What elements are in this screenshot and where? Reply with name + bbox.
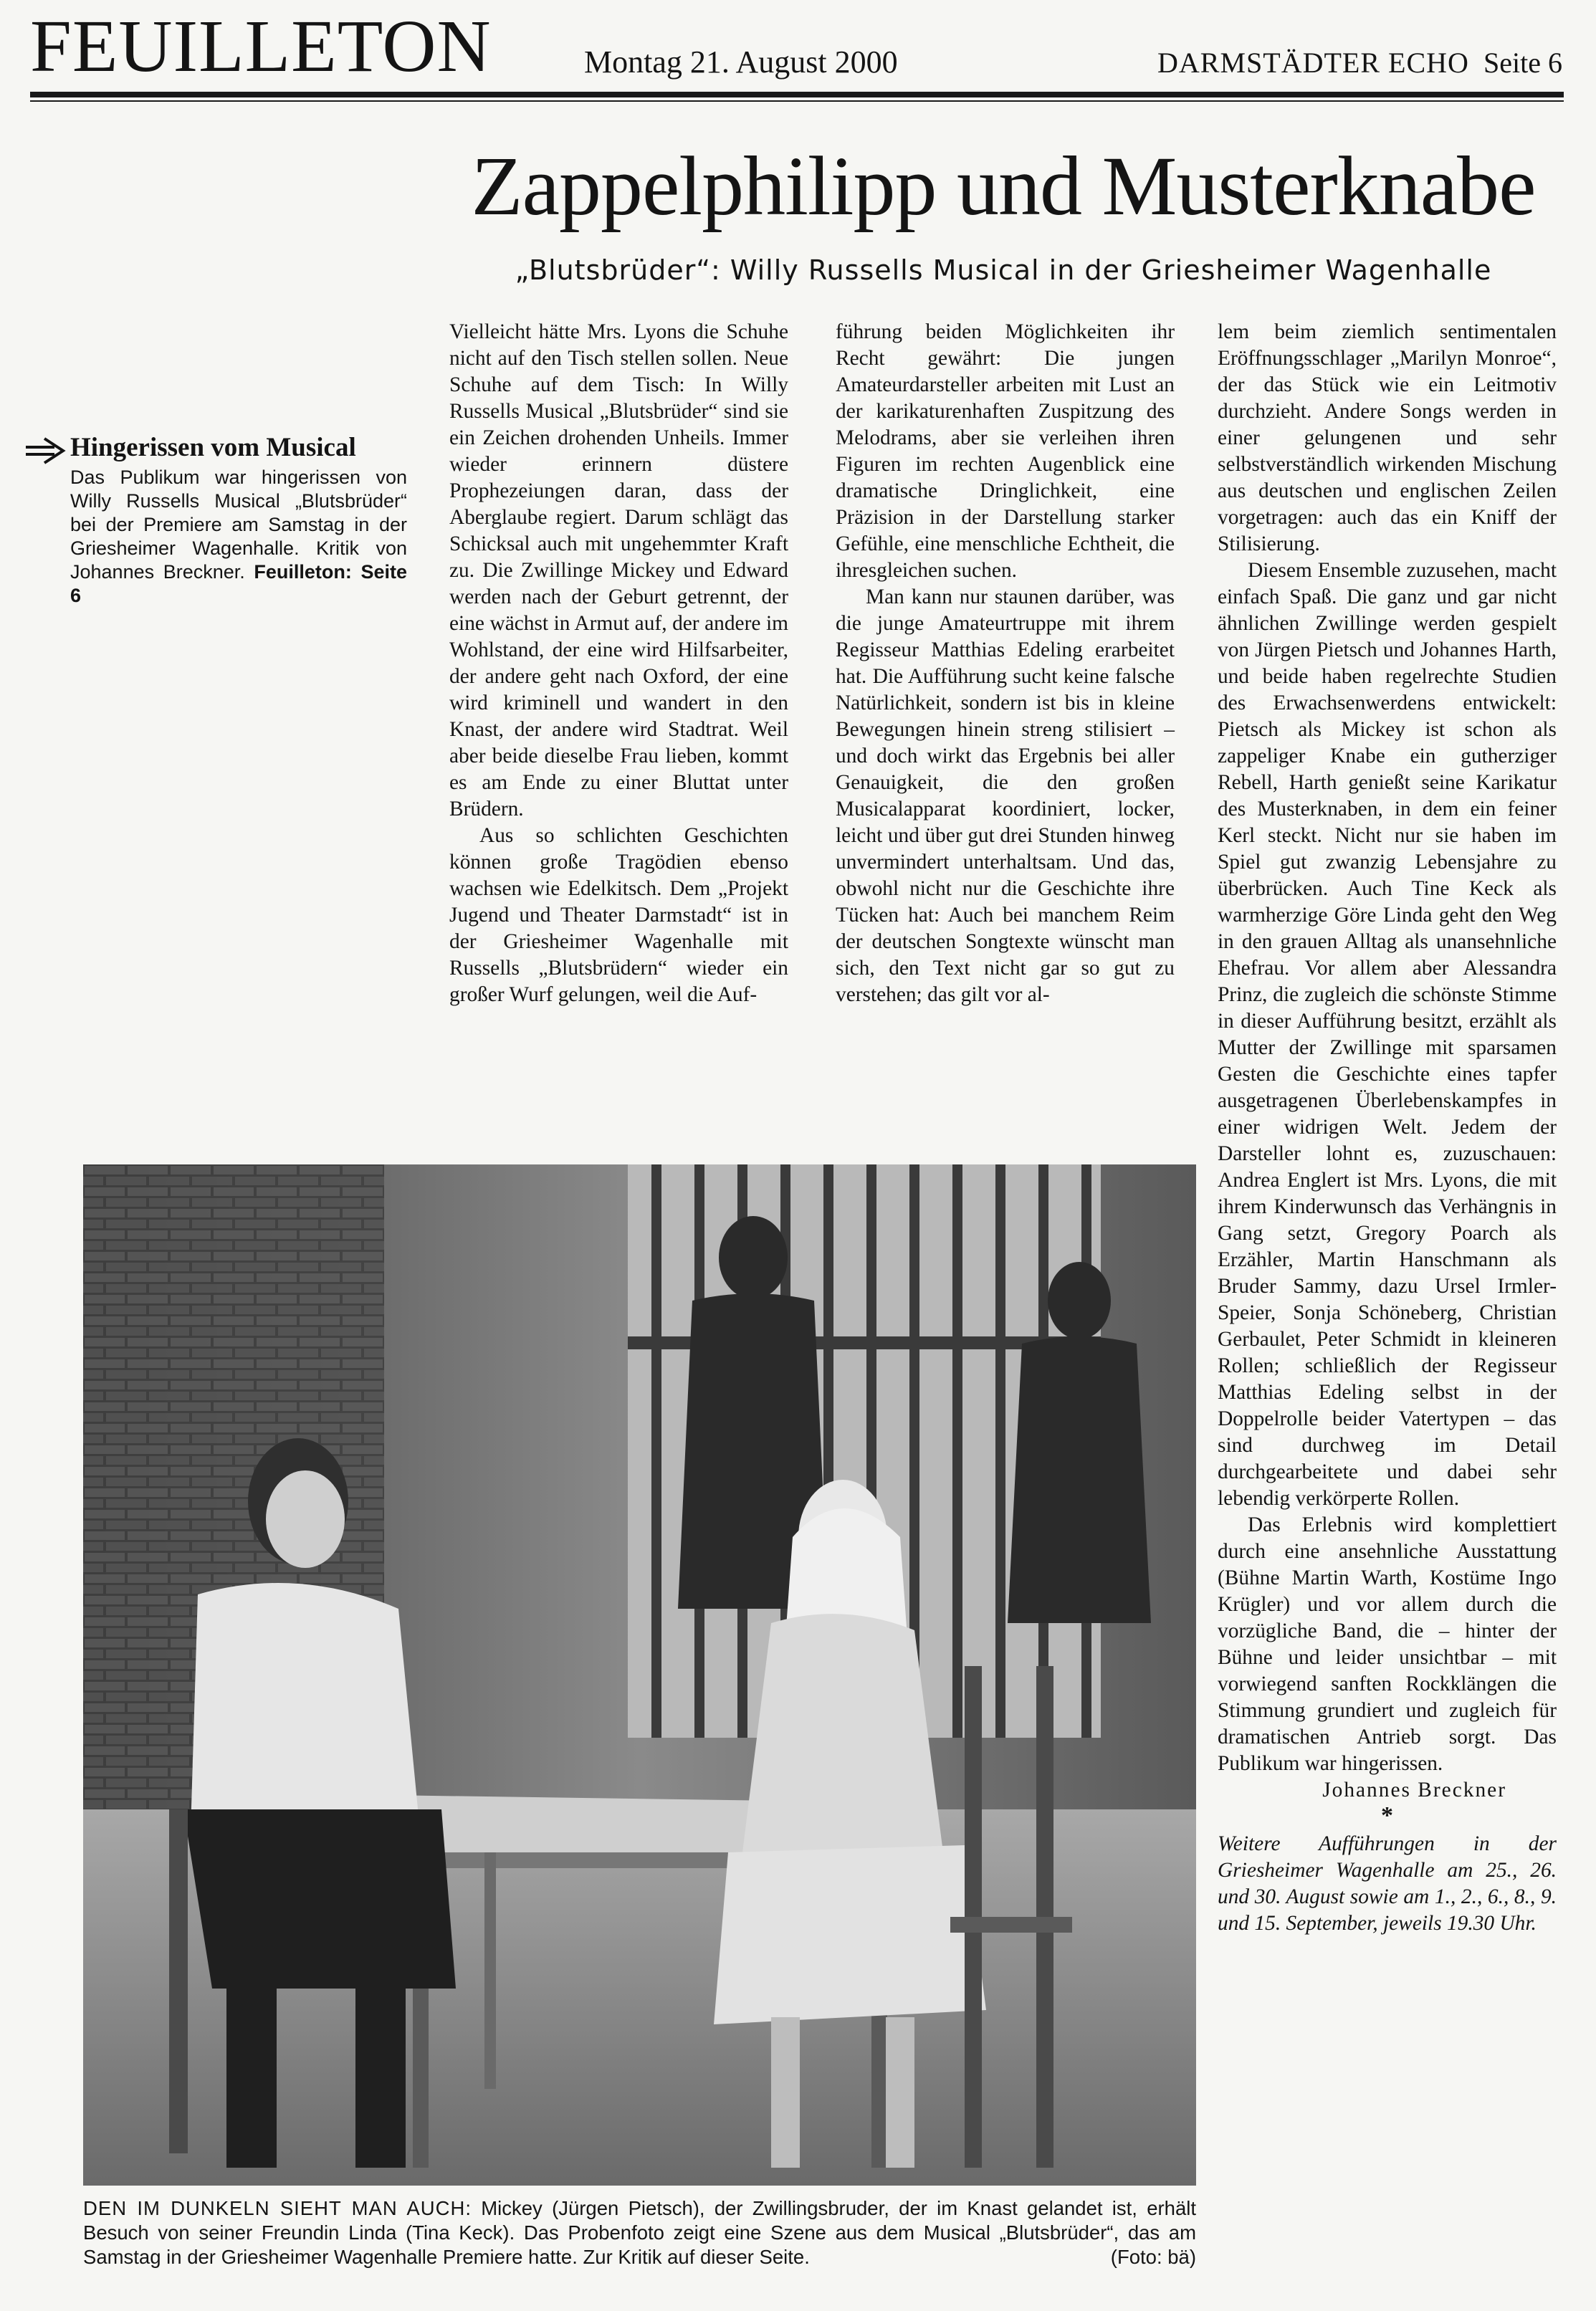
article-column-2	[836, 319, 1175, 1008]
paragraph: Diesem Ensemble zuzusehen, macht einfach Spaß. Die ganz und gar nicht ähnlichen Zwillinge werden gespielt von Jürgen Pietsch und Johannes Harth, und beide haben regelrechte Studien des Erwachsenwerdens entwickelt: Pietsch als Mickey ist schon als zappeliger Knabe ein gutherziger Rebell, Harth genießt seine Karikatur des Musterknaben, in dem ein feiner Kerl steckt. Nicht nur sie haben im Spiel gut zwanzig Lebensjahre zu überbrücken. Auch Tine Keck als warmherzige Göre Linda geht den Weg in den grauen Alltag als unansehnliche Ehefrau. Vor allem aber Alessandra Prinz, die zugleich die schönste Stimme in dieser Aufführung besitzt, erzählt als Mutter der Zwillinge mit sparsamen Gesten die Geschichte eines tapfer ausgetragenen Überlebenskampfes in einer widrigen Welt. Jedem der Darsteller lohnt es, zuzuschauen: Andrea Englert ist Mrs. Lyons, die mit ihrem Kinderwunsch das Verhängnis in Gang setzt, Gregory Poarch als Erzähler, Martin Hanschmann als Bruder Sammy, dazu Ursel Irmler-Speier, Sonja Schöneberg, Christian Gerbaulet, Peter Schmidt in kleineren Rollen; schließlich der Regisseur Matthias Edeling selbst in der Doppelrolle beider Vatertypen – das sind durchweg im Detail durchgearbeitete und dabei sehr lebendig verkörperte Rollen.	[1218, 559, 1557, 1510]
author-signature: Johannes Breckner	[1322, 1779, 1506, 1802]
paragraph: lem beim ziemlich sentimentalen Eröffnungsschlager „Marilyn Monroe“, der das Stück wie ein Leitmotiv durchzieht. Andere Songs werden in einer gelungenen und sehr selbstverständlich wirkenden Mischung aus deutschen und englischen Zeilen vorgetragen: auch das ein Kniff der Stilisierung.	[1218, 320, 1557, 555]
teaser-title: Hingerissen vom Musical	[70, 433, 356, 462]
teaser-box	[30, 431, 410, 608]
stage-photo-image	[83, 1164, 1196, 2186]
performance-dates-text: Weitere Aufführungen in der Griesheimer Wagenhalle am 25., 26. und 30. August sowie am 1., 2., 6., 8., 9. und 15. September, jeweils 19.30 Uhr.	[1218, 1832, 1557, 1935]
masthead-rule	[30, 92, 1564, 97]
photo-credit: (Foto: bä)	[1110, 2246, 1196, 2268]
paragraph: Das Erlebnis wird komplettiert durch eine ansehnliche Ausstattung (Bühne Martin Warth, Kostüme Ingo Krügler) und vor allem durch die vorzügliche Band, die – hinter der Bühne und leider unsichtbar – mit vorwiegend sanften Rockklängen die Stimmung grundiert und zugleich für dramatischen Antrieb sorgt. Das Publikum war hingerissen.	[1218, 1513, 1557, 1775]
article-subheadline: „Blutsbrüder“: Willy Russells Musical in der Griesheimer Wagenhalle	[515, 254, 1492, 286]
teaser-body: Das Publikum war hingerissen von Willy Russells Musical „Blutsbrüder“ bei der Premiere am Samstag in der Griesheimer Wagenhalle. Kritik von Johannes Breckner.	[70, 466, 407, 583]
newspaper-name: DARMSTÄDTER ECHO	[1157, 47, 1469, 79]
paragraph: Man kann nur staunen darüber, was die junge Amateurtruppe mit ihrem Regisseur Matthias Edeling erarbeitet hat. Die Aufführung sucht keine falsche Natürlichkeit, sondern ist bis in kleine Bewegungen hinein streng stilisiert – und doch wirkt das Ergebnis bei aller Genauigkeit, die den großen Musicalapparat koordiniert, locker, leicht und über gut drei Stunden hinweg unvermindert unterhaltsam. Und das, obwohl nicht nur die Geschichte ihre Tücken hat: Auch bei manchem Reim der deutschen Songtexte wünscht man sich, den Text nicht gar so gut zu verstehen; das gilt vor al-	[836, 585, 1175, 1006]
article-headline: Zappelphilipp und Musterknabe	[471, 139, 1536, 233]
performance-dates	[1218, 1831, 1557, 1937]
stage-photo	[83, 1164, 1196, 2186]
photo-caption	[83, 2196, 1196, 2269]
section-title: FEUILLETON	[30, 5, 492, 87]
masthead-rule-thin	[30, 100, 1564, 102]
paragraph: Aus so schlichten Geschichten können große Tragödien ebenso wachsen wie Edelkitsch. Dem „Projekt Jugend und Theater Darmstadt“ ist in der Griesheimer Wagenhalle mit Russells „Blutsbrüdern“ wieder ein großer Wurf gelungen, weil die Auf-	[449, 824, 788, 1006]
caption-heading: DEN IM DUNKELN SIEHT MAN AUCH:	[83, 2197, 472, 2219]
caption-text: Mickey (Jürgen Pietsch), der Zwillingsbruder, der im Knast gelandet ist, erhält Besuch von seiner Freundin Linda (Tina Keck). Das Probenfoto zeigt eine Szene aus dem Musical „Blutsbrüder“, das am Samstag in der Griesheimer Wagenhalle Premiere hatte. Zur Kritik auf dieser Seite.	[83, 2197, 1196, 2268]
issue-date: Montag 21. August 2000	[584, 44, 898, 80]
paragraph: führung beiden Möglichkeiten ihr Recht gewährt: Die jungen Amateurdarsteller arbeiten mit Lust an der karikaturenhaften Zuspitzung des Melodrams, aber sie verleihen ihren Figuren im rechten Augenblick eine dramatische Dringlichkeit, eine Präzision in der Darstellung starker Gefühle, eine menschliche Echtheit, die ihresgleichen suchen.	[836, 320, 1175, 582]
article-column-1	[449, 319, 788, 1008]
page-number: Seite 6	[1483, 47, 1562, 79]
arrow-right-icon	[23, 433, 67, 472]
teaser-text	[70, 466, 407, 608]
separator-asterisk: *	[1381, 1802, 1393, 1829]
paragraph: Vielleicht hätte Mrs. Lyons die Schuhe nicht auf den Tisch stellen sollen. Neue Schuhe auf dem Tisch: In Willy Russells Musical „Blutsbrüder“ sind sie ein Zeichen drohenden Unheils. Immer wieder erinnern düstere Prophezeiungen daran, dass der Aberglaube regiert. Darum schlägt das Schicksal auch mit ungehemmter Kraft zu. Die Zwillinge Mickey und Edward werden nach der Geburt getrennt, der eine wächst in Armut auf, der andere im Wohlstand, der eine wird Hilfsarbeiter, der andere geht nach Oxford, der eine wird kriminell und wandert in den Knast, der andere wird Stadtrat. Weil aber beide dieselbe Frau lieben, kommt es am Ende zu einer Bluttat unter Brüdern.	[449, 320, 788, 820]
article-column-3	[1218, 319, 1557, 1937]
teaser-page-ref[interactable]: Feuilleton: Seite 6	[70, 561, 407, 606]
